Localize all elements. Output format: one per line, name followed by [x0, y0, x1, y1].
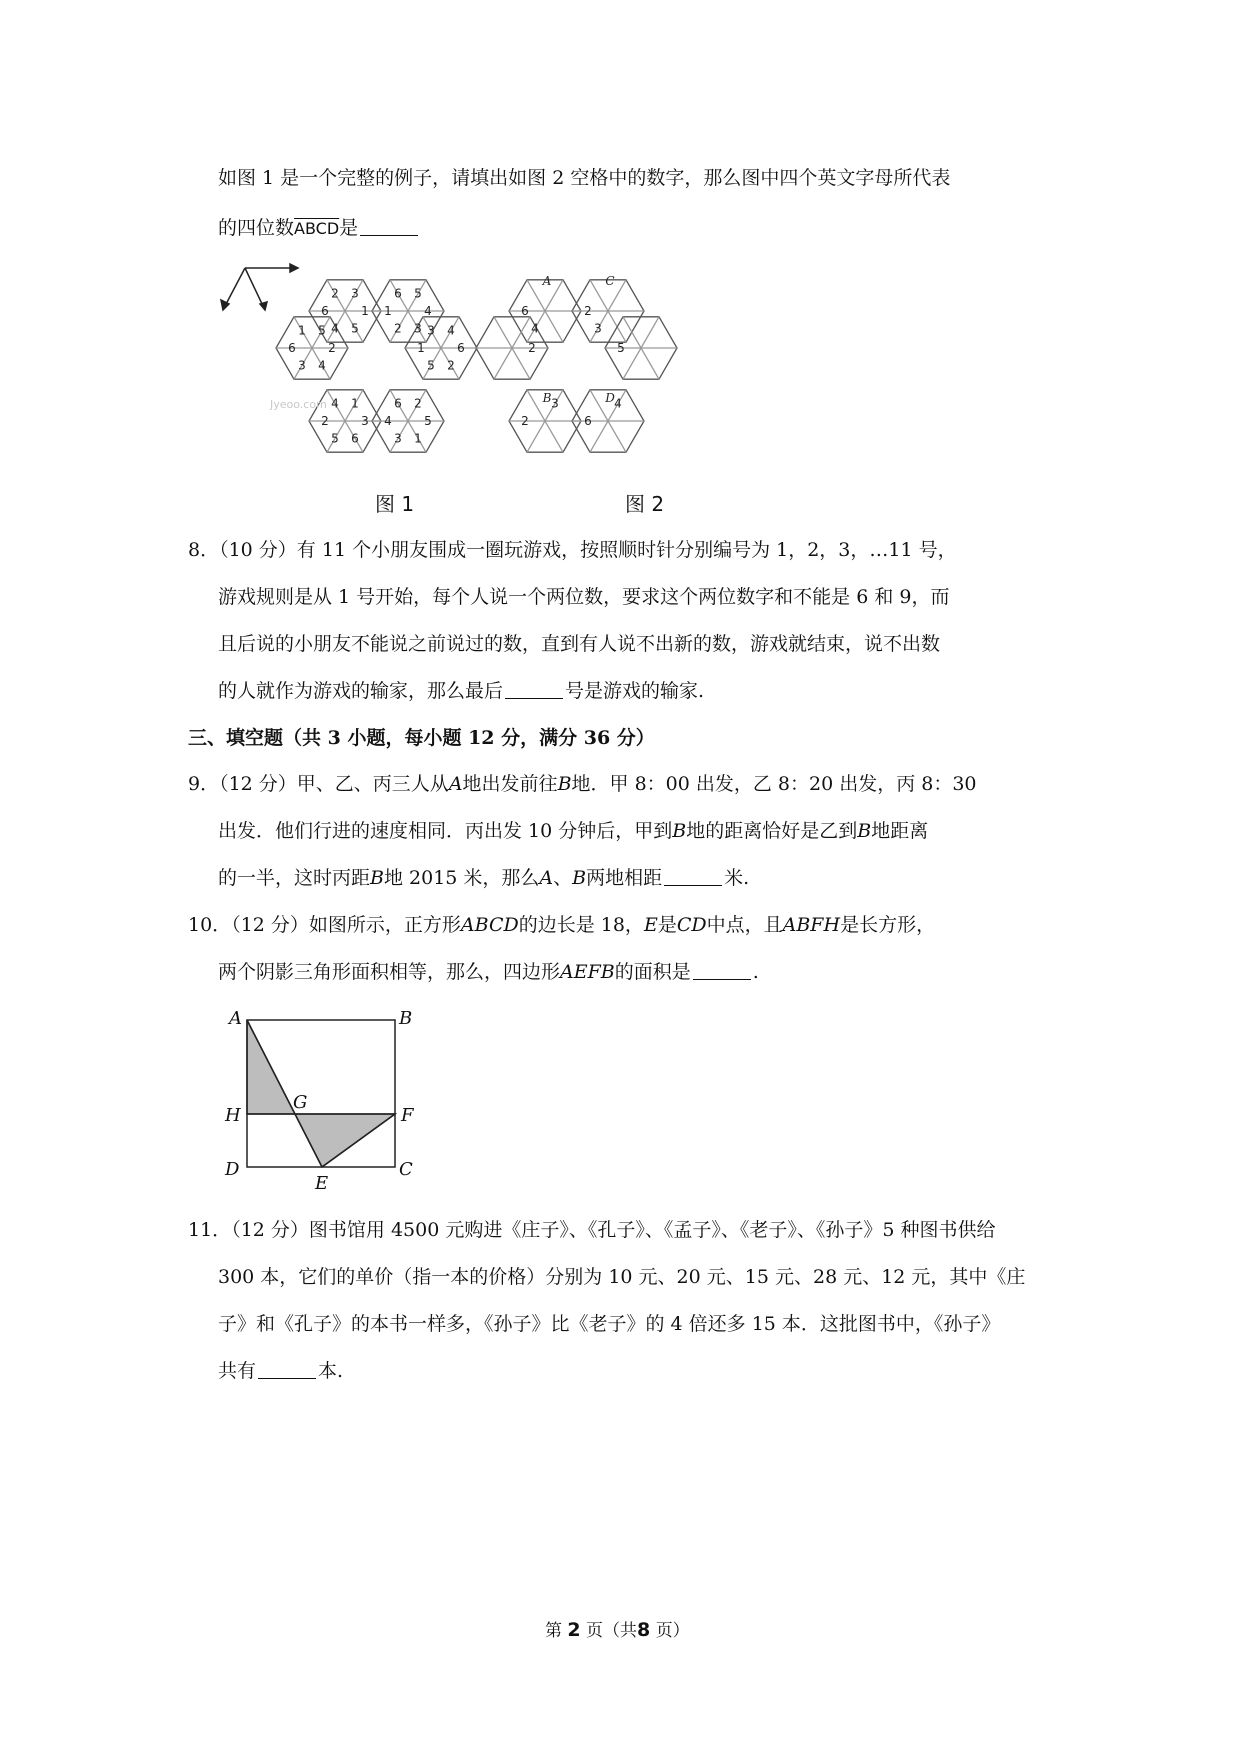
fig1-hex-top-left-number: 5: [351, 321, 359, 336]
q11-line1: [188, 1218, 995, 1242]
fig2-caption: 图 2: [625, 492, 665, 516]
fig1-hex-bottom-left-number: 4: [331, 396, 339, 411]
q9-point-b: B: [857, 820, 872, 842]
fig2-hex-right: [605, 317, 677, 379]
q8-line1-text: （10 分）有 11 个小朋友围成一圈玩游戏，按照顺时针分别编号为 1，2，3，…11 号，: [219, 539, 957, 561]
q9-text: 地 2015 米，那么: [383, 867, 540, 889]
section-3-heading: 三、填空题（共 3 小题，每小题 12 分，满分 36 分）: [188, 727, 655, 749]
fig1-hex-right-number: 5: [427, 358, 435, 373]
fig1-hex-right-number: 1: [417, 341, 425, 355]
q11-line4-post: 本.: [318, 1360, 344, 1382]
fig1-hex-bottom-left-number: 1: [351, 396, 359, 411]
q11-line1-text: （12 分）图书馆用 4500 元购进《庄子》、《孔子》、《孟子》、《老子》、《孙子》5 种图书供给: [231, 1219, 996, 1241]
q10-cd: CD: [676, 914, 707, 936]
fig2-letter: D: [605, 391, 615, 405]
q8-line1: [188, 538, 957, 562]
q9-text: 的一半，这时丙距: [218, 867, 371, 889]
fig1-hex-bottom-right-number: 6: [394, 396, 402, 411]
q9-text: 出发．他们行进的速度相同．丙出发 10 分钟后，甲到: [218, 820, 673, 842]
fig1-hex-left-number: 1: [298, 323, 306, 338]
q9-point-b: B: [557, 773, 572, 795]
q10-text: 的边长是 18，: [518, 914, 644, 936]
q9-number: 9．: [188, 773, 220, 795]
q10-abfh: ABFH: [782, 914, 841, 936]
fig2-hex-left-number: 2: [528, 341, 536, 355]
q10-text: 是长方形，: [840, 914, 936, 936]
q8-line4-pre: 的人就作为游戏的输家，那么最后: [218, 680, 504, 702]
q9-text: 地的距离恰好是乙到: [686, 820, 858, 842]
fig2-hex-b-number: 2: [521, 414, 529, 428]
fig1-hex-right-number: 3: [427, 323, 435, 338]
q9-text: 地．甲 8：00 出发，乙 8：20 出发，丙 8：30: [571, 773, 977, 795]
fig1-hex-bottom-right-number: 1: [414, 431, 422, 446]
q7-hexagon-figures: [215, 258, 775, 518]
fig1-hex-top-right-number: 1: [384, 304, 392, 318]
fig2-hex-d-number: 6: [584, 414, 592, 428]
fig2-hex-c-number: 2: [584, 304, 592, 318]
q10-square-figure: [215, 1000, 430, 1200]
fig1-hex-bottom-left-number: 2: [321, 414, 329, 428]
label-d: D: [225, 1159, 240, 1180]
q7-line2: [218, 216, 420, 241]
q10-text: （12 分）如图所示，正方形: [231, 914, 461, 936]
q8-line3: 且后说的小朋友不能说之前说过的数，直到有人说不出新的数，游戏就结束，说不出数: [218, 633, 941, 655]
fig1-hex-top-left-number: 4: [331, 321, 339, 336]
q10-line2: [218, 960, 759, 984]
q11-line4-pre: 共有: [218, 1360, 257, 1382]
q8-line2: 游戏规则是从 1 号开始，每个人说一个两位数，要求这个两位数字和不能是 6 和 9，而: [218, 586, 950, 608]
q9-text: 地出发前往: [462, 773, 558, 795]
q9-text: 两地相距: [586, 867, 663, 889]
q9-line3: [218, 866, 749, 890]
direction-arrow-icon: [221, 264, 298, 310]
fig1-hex-bottom-right-number: 4: [384, 414, 392, 428]
label-a: A: [229, 1008, 242, 1029]
fig1-hex-bottom-left-number: 5: [331, 431, 339, 446]
fig2-hex-a-number: 6: [521, 304, 529, 318]
q10-answer-blank: [693, 961, 751, 980]
label-c: C: [399, 1159, 413, 1180]
label-b: B: [399, 1008, 413, 1029]
fig2-hex-a: [509, 280, 581, 342]
q10-text: 是: [657, 914, 677, 936]
label-f: F: [401, 1105, 414, 1126]
fig1-hex-bottom-right: [372, 390, 444, 452]
fig2-hex-b-number: 3: [551, 396, 559, 411]
fig1-hex-right-number: 4: [447, 323, 455, 338]
q9-point-a: A: [539, 867, 554, 889]
fig2-hex-right-number: 5: [617, 341, 625, 355]
q11-line4: [218, 1359, 343, 1383]
fig1-hex-bottom-right-number: 2: [414, 396, 422, 411]
label-h: H: [225, 1105, 241, 1126]
watermark-text: Jyeoo.com: [270, 398, 327, 411]
label-e: E: [315, 1173, 329, 1194]
q9-answer-blank: [664, 867, 722, 886]
fig1-hex-bottom-left-number: 3: [361, 414, 369, 428]
q10-text: 中点，且: [706, 914, 783, 936]
fig2-hex-a-number: 4: [531, 321, 539, 336]
fig2-letter: C: [605, 274, 615, 288]
q9-point-a: A: [448, 773, 463, 795]
q11-answer-blank: [258, 1360, 316, 1379]
fig1-hex-right-number: 2: [447, 358, 455, 373]
fig1-hex-top-left-number: 6: [321, 304, 329, 318]
q7-line1: 如图 1 是一个完整的例子，请填出如图 2 空格中的数字，那么图中四个英文字母所代表: [218, 167, 951, 189]
q11-line2: 300 本，它们的单价（指一本的价格）分别为 10 元、20 元、15 元、28 元、12 元，其中《庄: [218, 1266, 1026, 1288]
fig1-hex-top-left-number: 3: [351, 286, 359, 301]
q9-line1: [188, 772, 977, 796]
footer-total-pages: 8: [637, 1619, 651, 1641]
q10-text: 的面积是: [614, 961, 691, 983]
q7-line2-post: 是: [339, 217, 359, 239]
footer-text: 页）: [655, 1621, 690, 1641]
q8-line4-post: 号是游戏的输家.: [565, 680, 705, 702]
fig1-hex-right-number: 6: [457, 341, 465, 355]
q9-text: （12 分）甲、乙、丙三人从: [219, 773, 449, 795]
q10-text: .: [752, 961, 759, 983]
q9-line2: [218, 819, 928, 843]
fig2-hex-c: [572, 280, 644, 342]
q8-number: 8．: [188, 539, 220, 561]
fig1-hex-top-left-number: 1: [361, 304, 369, 318]
q10-number: 10．: [188, 914, 232, 936]
fig2-letter: A: [542, 274, 552, 288]
page-footer: [545, 1618, 690, 1643]
fig1-hex-top-right-number: 2: [394, 321, 402, 336]
fig1-hex-top-right-number: 6: [394, 286, 402, 301]
fig1-hex-left-number: 6: [288, 341, 296, 355]
fig1-hex-left-number: 5: [318, 323, 326, 338]
q7-answer-blank: [360, 217, 418, 236]
fig1-hex-top-right-number: 4: [424, 304, 432, 318]
q9-point-b: B: [672, 820, 687, 842]
q9-text: 地距离: [871, 820, 929, 842]
q8-line4: [218, 679, 704, 703]
q10-line1: [188, 913, 935, 937]
fig2-hex-d-number: 4: [614, 396, 622, 411]
fig1-hex-bottom-right-number: 3: [394, 431, 402, 446]
fig1-hex-left-number: 4: [318, 358, 326, 373]
footer-text: 第: [545, 1621, 562, 1641]
fig1-hex-bottom-left-number: 6: [351, 431, 359, 446]
fig2-letter: B: [542, 391, 552, 405]
q10-text: 两个阴影三角形面积相等，那么，四边形: [218, 961, 561, 983]
q7-abcd-overline: ABCD: [294, 219, 340, 238]
q10-e: E: [643, 914, 658, 936]
q8-answer-blank: [505, 680, 563, 699]
q9-point-b: B: [572, 867, 587, 889]
q11-line3: 子》和《孔子》的本书一样多，《孙子》比《老子》的 4 倍还多 15 本．这批图书中，《孙子》: [218, 1313, 1001, 1335]
fig2-hex-c-number: 3: [594, 321, 602, 336]
q9-text: 米.: [724, 867, 750, 889]
fig1-hex-top-right-number: 5: [414, 286, 422, 301]
fig1-caption: 图 1: [375, 492, 415, 516]
footer-page-number: 2: [567, 1619, 581, 1641]
q11-number: 11．: [188, 1219, 232, 1241]
q9-point-b: B: [370, 867, 384, 889]
fig1-hex-bottom-right-number: 5: [424, 414, 432, 428]
q10-abcd: ABCD: [460, 914, 519, 936]
label-g: G: [293, 1092, 308, 1113]
footer-text: 页（共: [586, 1621, 638, 1641]
fig1-hex-left-number: 3: [298, 358, 306, 373]
q9-text: 、: [553, 867, 573, 889]
q7-line2-pre: 的四位数: [218, 217, 295, 239]
fig1-hex-left-number: 2: [328, 341, 336, 355]
fig1-hex-top-left-number: 2: [331, 286, 339, 301]
q10-aefb: AEFB: [560, 961, 615, 983]
fig1-hex-top-right-number: 3: [414, 321, 422, 336]
